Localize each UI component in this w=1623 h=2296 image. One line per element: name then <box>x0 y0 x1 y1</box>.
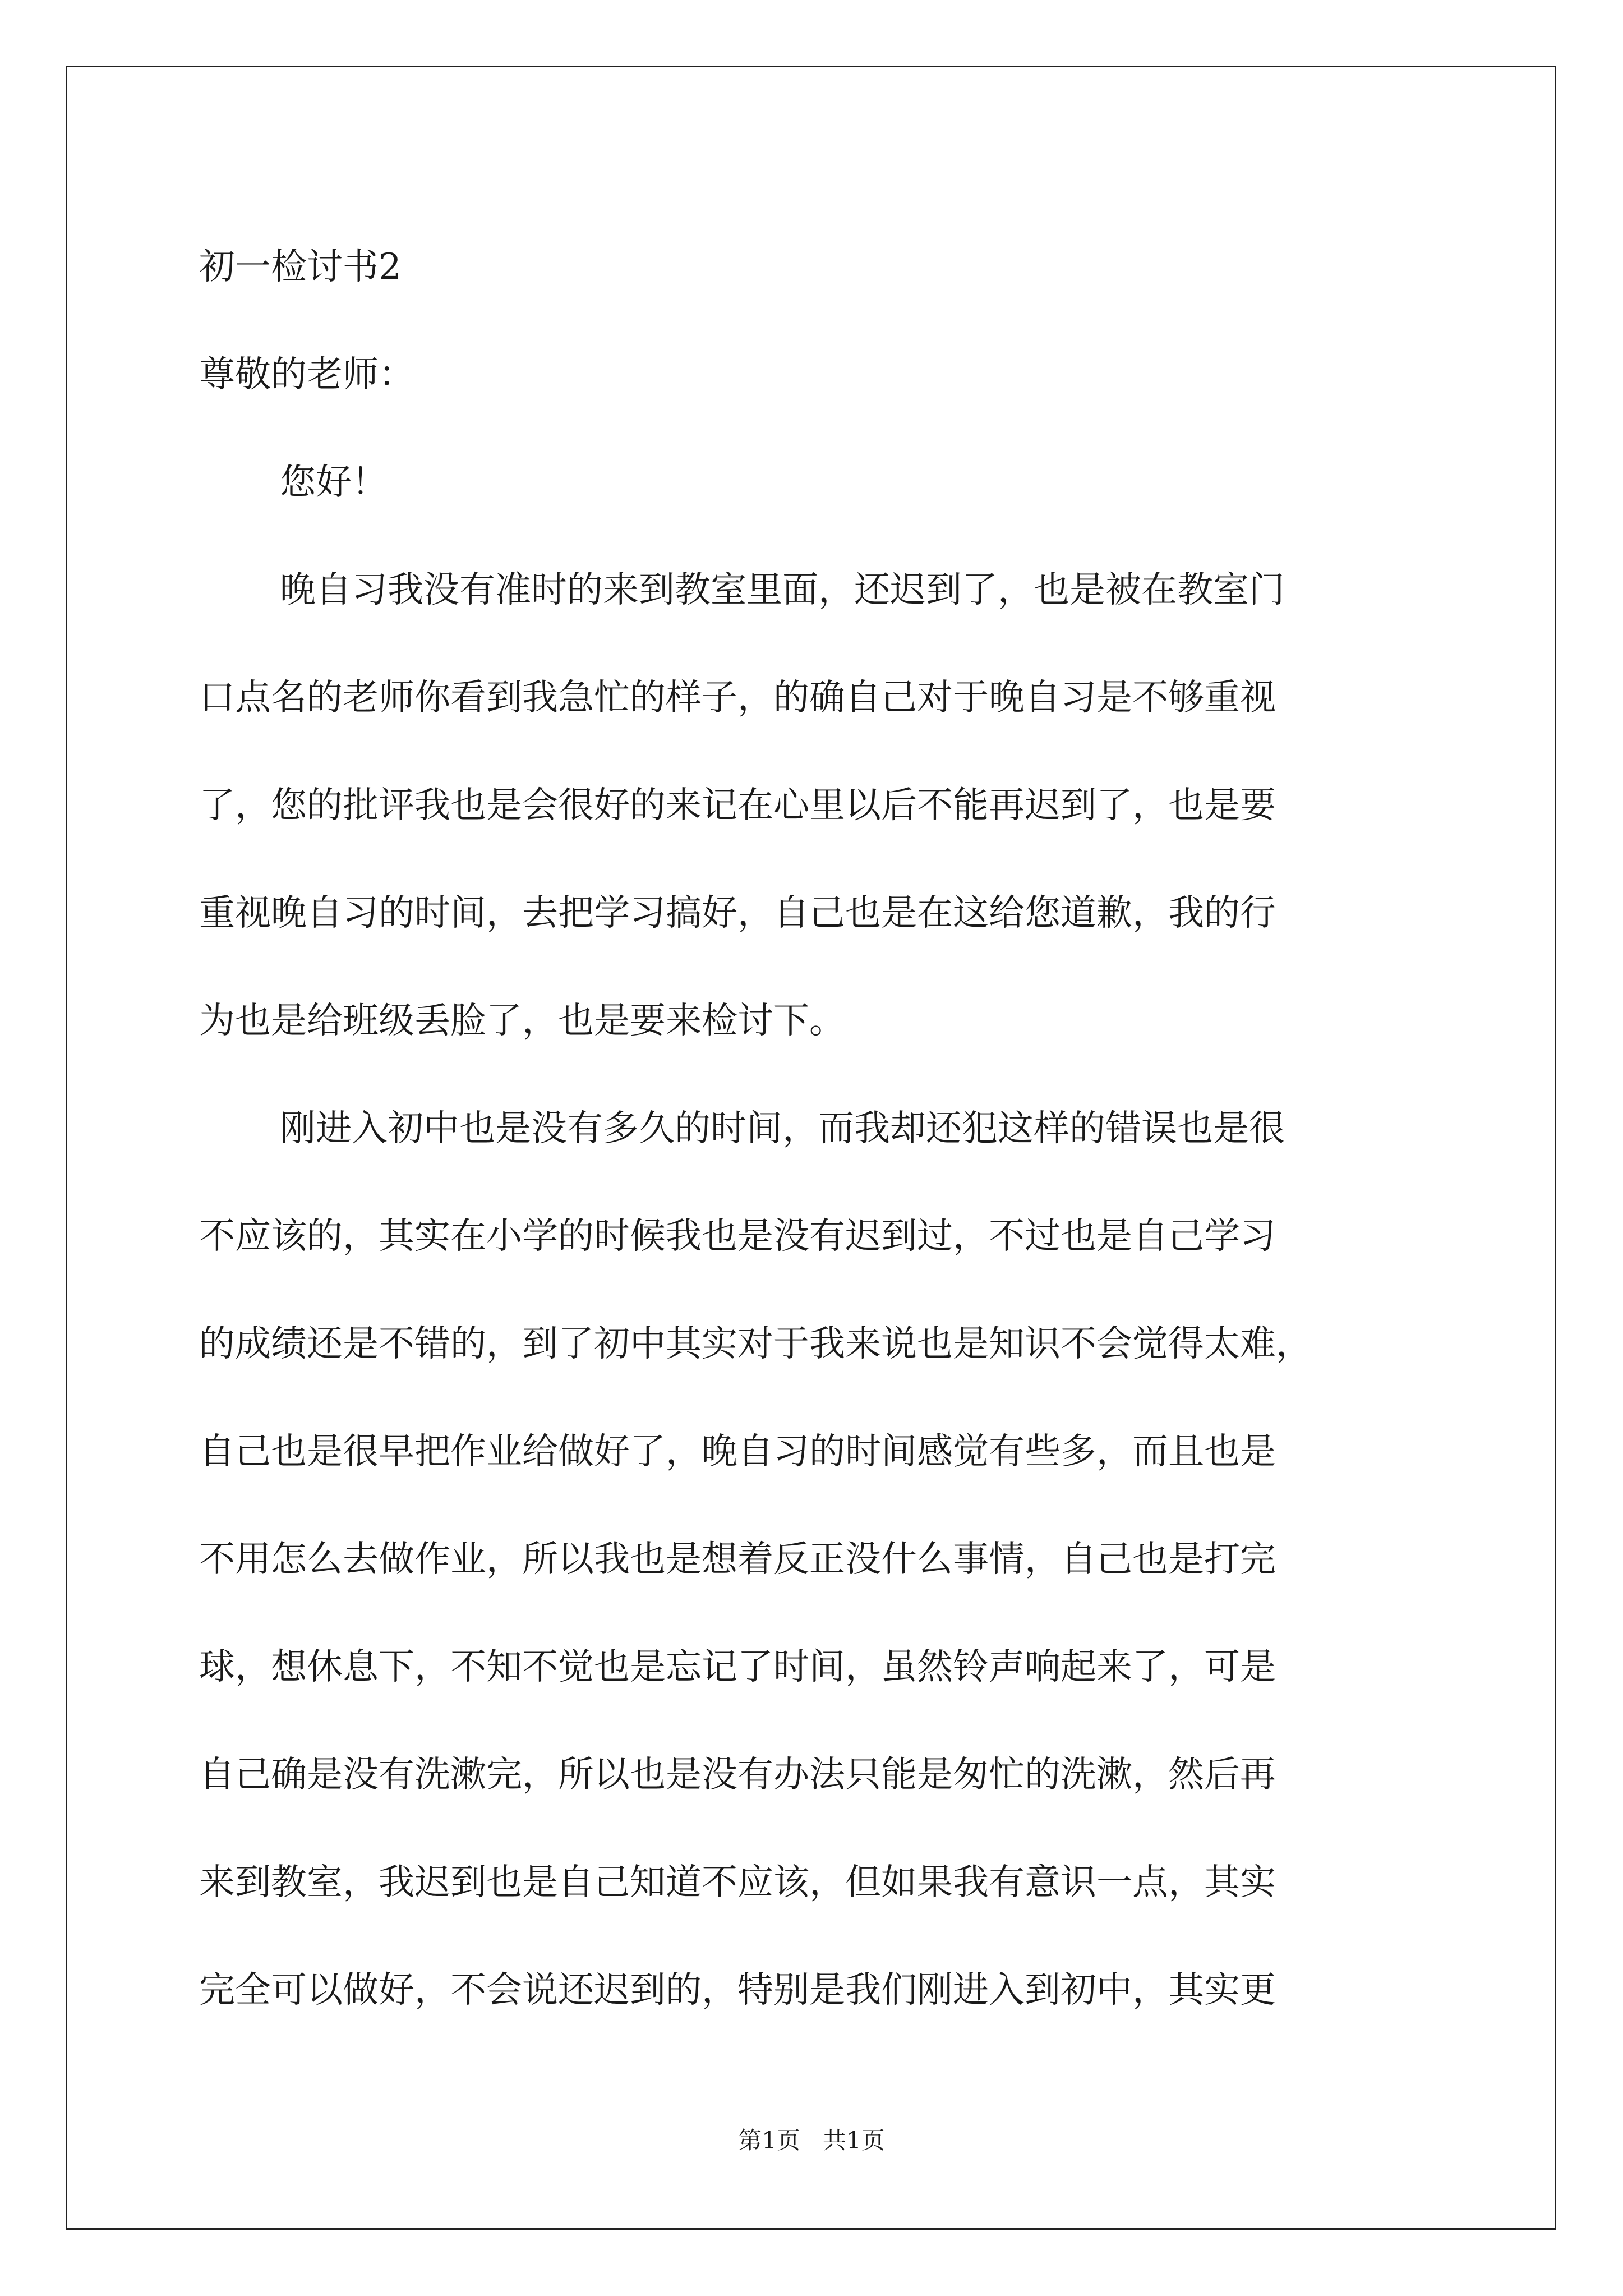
document-title: 初一检讨书2 <box>199 246 402 288</box>
paragraph-line: 自己也是很早把作业给做好了，晚自习的时间感觉有些多，而且也是 <box>199 1431 1276 1473</box>
paragraph-line: 完全可以做好，不会说还迟到的，特别是我们刚进入到初中，其实更 <box>199 1970 1276 2011</box>
paragraph-line: 刚进入初中也是没有多久的时间，而我却还犯这样的错误也是很 <box>280 1108 1285 1149</box>
paragraph-line: 晚自习我没有准时的来到教室里面，还迟到了，也是被在教室门 <box>280 569 1285 611</box>
greeting: 您好！ <box>280 462 388 503</box>
paragraph-line: 自己确是没有洗漱完，所以也是没有办法只能是匆忙的洗漱，然后再 <box>199 1754 1276 1796</box>
paragraph-line: 球，想休息下，不知不觉也是忘记了时间，虽然铃声响起来了，可是 <box>199 1646 1276 1688</box>
paragraph-line: 重视晚自习的时间，去把学习搞好，自己也是在这给您道歉，我的行 <box>199 892 1276 934</box>
paragraph-line: 口点名的老师你看到我急忙的样子，的确自己对于晚自习是不够重视 <box>199 677 1276 719</box>
paragraph-2 <box>199 1075 1433 2044</box>
paragraph-line: 了，您的批评我也是会很好的来记在心里以后不能再迟到了，也是要 <box>199 785 1276 826</box>
salutation: 尊敬的老师： <box>199 354 414 395</box>
paragraph-line: 来到教室，我迟到也是自己知道不应该，但如果我有意识一点，其实 <box>199 1862 1276 1903</box>
page-number: 第1页 共1页 <box>738 2127 885 2154</box>
paragraph-line: 的成绩还是不错的，到了初中其实对于我来说也是知识不会觉得太难， <box>199 1323 1312 1365</box>
paragraph-line: 为也是给班级丢脸了，也是要来检讨下。 <box>199 1000 845 1042</box>
paragraph-line: 不应该的，其实在小学的时候我也是没有迟到过，不过也是自己学习 <box>199 1216 1276 1257</box>
paragraph-1 <box>199 536 1433 1075</box>
document-body <box>199 213 1433 2044</box>
paragraph-line: 不用怎么去做作业，所以我也是想着反正没什么事情，自己也是打完 <box>199 1539 1276 1580</box>
